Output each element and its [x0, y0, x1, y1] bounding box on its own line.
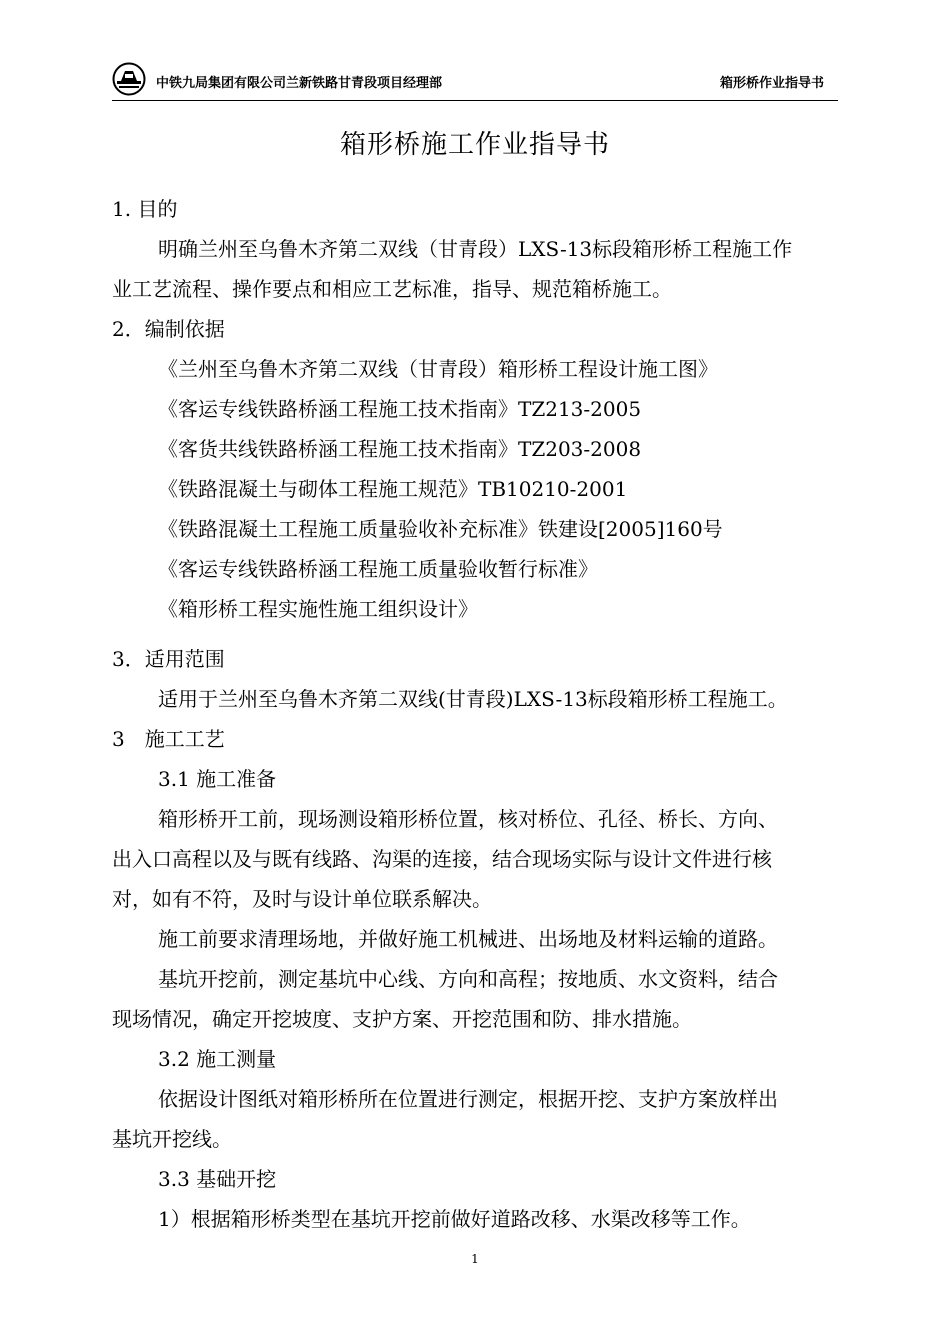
organization-name: 中铁九局集团有限公司兰新铁路甘青段项目经理部	[156, 76, 443, 91]
paragraph-line: 1）根据箱形桥类型在基坑开挖前做好道路改移、水渠改移等工作。	[158, 1207, 751, 1231]
railway-logo-icon	[112, 62, 146, 96]
reference-item: 《铁路混凝土工程施工质量验收补充标准》铁建设[2005]160号	[158, 517, 723, 541]
page-number: 1	[471, 1252, 479, 1266]
reference-item: 《兰州至乌鲁木齐第二双线（甘青段）箱形桥工程设计施工图》	[158, 357, 718, 381]
reference-item: 《铁路混凝土与砌体工程施工规范》TB10210-2001	[158, 477, 628, 501]
subsection-heading: 3.1 施工准备	[158, 767, 277, 791]
header-divider	[112, 100, 838, 101]
reference-item: 《客运专线铁路桥涵工程施工质量验收暂行标准》	[158, 557, 598, 581]
document-name: 箱形桥作业指导书	[719, 76, 824, 91]
subsection-heading: 3.2 施工测量	[158, 1047, 277, 1071]
paragraph-line: 基坑开挖线。	[112, 1127, 232, 1151]
paragraph-line: 对，如有不符，及时与设计单位联系解决。	[112, 887, 492, 911]
page-header	[112, 62, 832, 98]
section-heading-purpose: 1. 目的	[112, 197, 178, 221]
paragraph-line: 明确兰州至乌鲁木齐第二双线（甘青段）LXS-13标段箱形桥工程施工作	[158, 237, 793, 261]
reference-item: 《客货共线铁路桥涵工程施工技术指南》TZ203-2008	[158, 437, 642, 461]
reference-item: 《客运专线铁路桥涵工程施工技术指南》TZ213-2005	[158, 397, 642, 421]
section-heading-basis: 2．编制依据	[112, 317, 225, 341]
paragraph-line: 基坑开挖前，测定基坑中心线、方向和高程；按地质、水文资料，结合	[158, 967, 778, 991]
paragraph-line: 依据设计图纸对箱形桥所在位置进行测定，根据开挖、支护方案放样出	[158, 1087, 778, 1111]
page-title: 箱形桥施工作业指导书	[339, 130, 610, 160]
paragraph-line: 业工艺流程、操作要点和相应工艺标准，指导、规范箱桥施工。	[112, 277, 672, 301]
paragraph-line: 适用于兰州至乌鲁木齐第二双线(甘青段)LXS-13标段箱形桥工程施工。	[158, 687, 788, 711]
section-heading-process: 3 施工工艺	[112, 727, 225, 751]
paragraph-line: 现场情况，确定开挖坡度、支护方案、开挖范围和防、排水措施。	[112, 1007, 692, 1031]
paragraph-line: 出入口高程以及与既有线路、沟渠的连接，结合现场实际与设计文件进行核	[112, 847, 772, 871]
reference-item: 《箱形桥工程实施性施工组织设计》	[158, 597, 478, 621]
subsection-heading: 3.3 基础开挖	[158, 1167, 277, 1191]
paragraph-line: 施工前要求清理场地，并做好施工机械进、出场地及材料运输的道路。	[158, 927, 778, 951]
paragraph-line: 箱形桥开工前，现场测设箱形桥位置，核对桥位、孔径、桥长、方向、	[158, 807, 778, 831]
section-heading-scope: 3．适用范围	[112, 647, 225, 671]
